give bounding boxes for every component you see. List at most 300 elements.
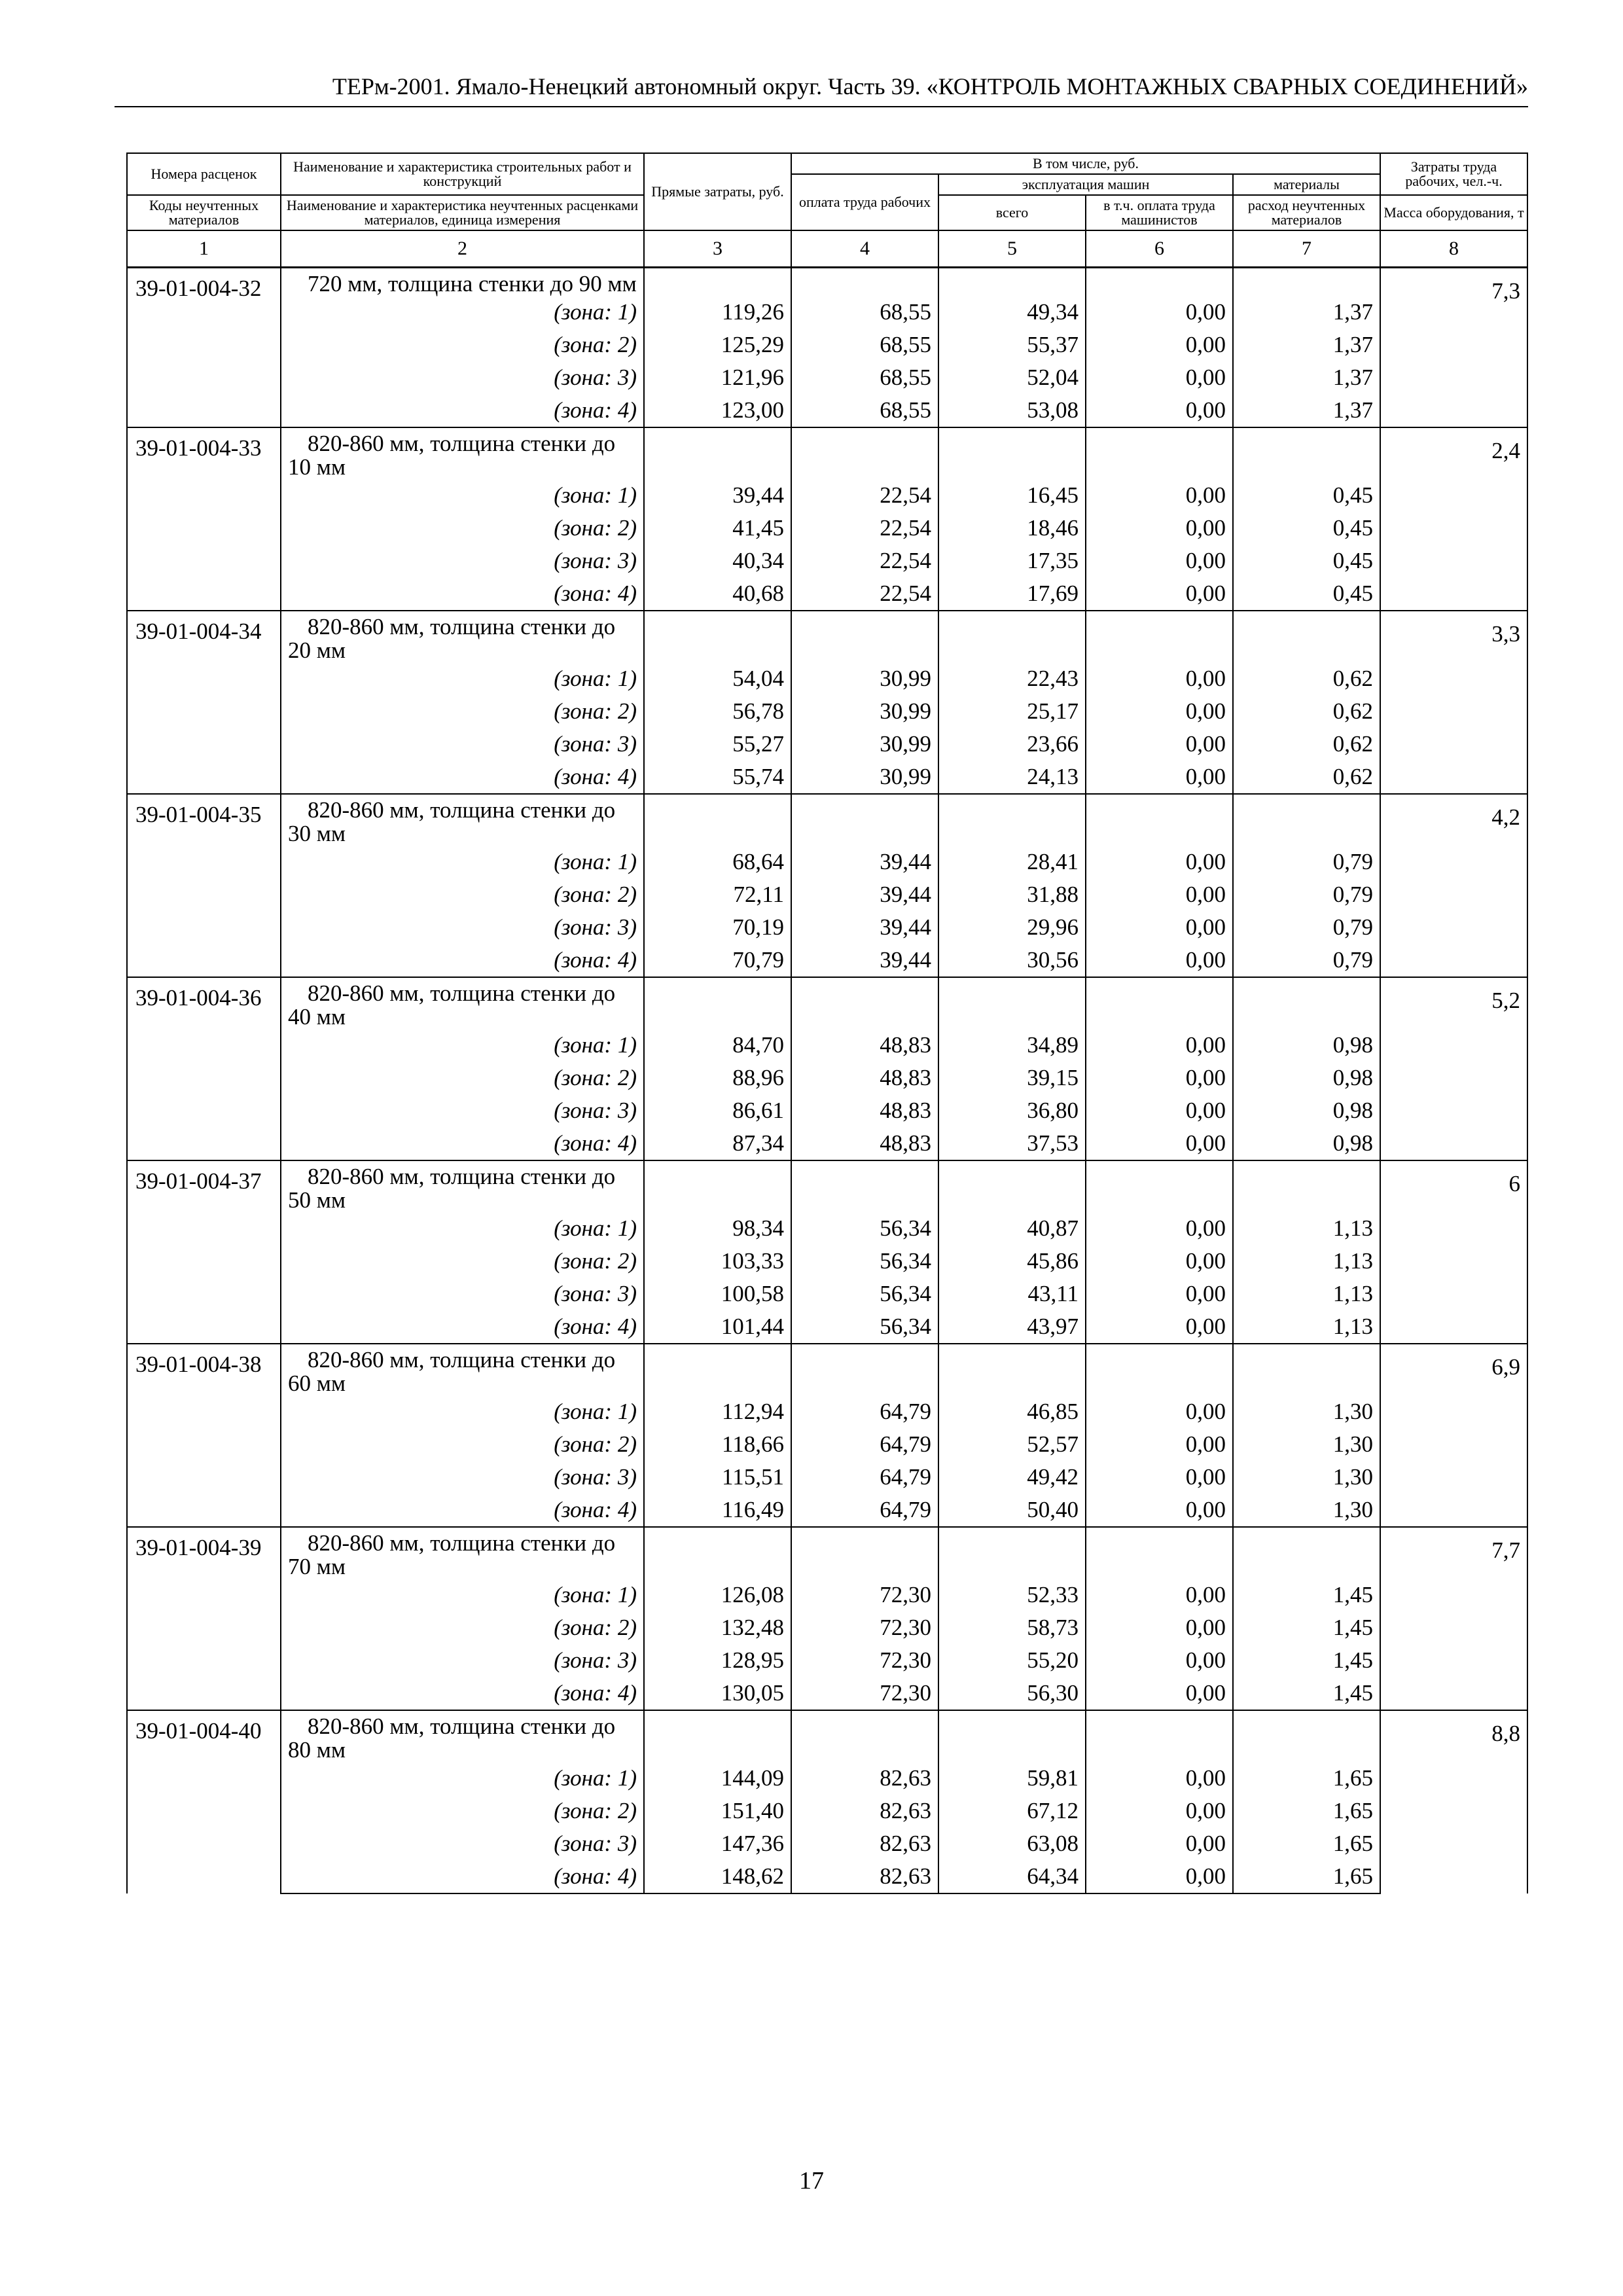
worker-wages: 56,34 [791, 1278, 938, 1310]
direct-cost: 41,45 [644, 512, 791, 545]
zone-row [127, 878, 1527, 911]
zone-label: (зона: 4) [281, 944, 644, 977]
machines-total: 43,11 [938, 1278, 1086, 1310]
machines-total: 17,35 [938, 545, 1086, 577]
operator-wages: 0,00 [1086, 1762, 1233, 1795]
worker-wages: 68,55 [791, 394, 938, 427]
table-header [127, 153, 1527, 268]
table-row [127, 1710, 1527, 1762]
empty-cell [1086, 1344, 1233, 1395]
machines-total: 58,73 [938, 1611, 1086, 1644]
empty-cell [644, 794, 791, 846]
direct-cost: 70,19 [644, 911, 791, 944]
worker-wages: 68,55 [791, 329, 938, 361]
material-usage: 0,45 [1233, 545, 1380, 577]
direct-cost: 103,33 [644, 1245, 791, 1278]
empty-cell [791, 1527, 938, 1579]
operator-wages: 0,00 [1086, 545, 1233, 577]
empty-cell [1233, 1344, 1380, 1395]
machines-total: 24,13 [938, 761, 1086, 794]
zone-row [127, 577, 1527, 611]
material-usage: 1,37 [1233, 394, 1380, 427]
col-materials-header: материалы [1233, 174, 1380, 195]
zone-row [127, 296, 1527, 329]
empty-cell [1086, 1527, 1233, 1579]
labor-cost: 3,3 [1380, 611, 1527, 794]
work-description-text: 820-860 мм, толщина стенки до 10 мм [288, 431, 616, 480]
zone-row [127, 512, 1527, 545]
direct-cost: 151,40 [644, 1795, 791, 1827]
zone-label: (зона: 4) [281, 394, 644, 427]
zone-row [127, 394, 1527, 427]
column-number: 3 [644, 230, 791, 268]
worker-wages: 56,34 [791, 1212, 938, 1245]
operator-wages: 0,00 [1086, 1278, 1233, 1310]
col-equipment-mass-header: Масса оборудования, т [1380, 195, 1527, 230]
column-number: 2 [281, 230, 644, 268]
empty-cell [644, 1344, 791, 1395]
zone-label: (зона: 4) [281, 761, 644, 794]
empty-cell [644, 1160, 791, 1212]
machines-total: 37,53 [938, 1127, 1086, 1160]
zone-row [127, 1494, 1527, 1527]
empty-cell [644, 268, 791, 296]
table-row [127, 611, 1527, 662]
work-description [281, 1710, 644, 1762]
operator-wages: 0,00 [1086, 1494, 1233, 1527]
machines-total: 46,85 [938, 1395, 1086, 1428]
material-usage: 1,13 [1233, 1212, 1380, 1245]
rate-code: 39-01-004-38 [127, 1344, 281, 1527]
machines-total: 23,66 [938, 728, 1086, 761]
material-usage: 1,30 [1233, 1494, 1380, 1527]
machines-total: 56,30 [938, 1677, 1086, 1710]
operator-wages: 0,00 [1086, 911, 1233, 944]
work-description-text: 820-860 мм, толщина стенки до 70 мм [288, 1530, 616, 1579]
empty-cell [644, 1710, 791, 1762]
worker-wages: 82,63 [791, 1860, 938, 1893]
col-name-header: Наименование и характеристика строительных работ и конструкций [281, 153, 644, 195]
machines-total: 55,37 [938, 329, 1086, 361]
zone-label: (зона: 3) [281, 1278, 644, 1310]
worker-wages: 72,30 [791, 1579, 938, 1611]
worker-wages: 68,55 [791, 296, 938, 329]
operator-wages: 0,00 [1086, 1062, 1233, 1094]
rate-code: 39-01-004-37 [127, 1160, 281, 1344]
empty-cell [1233, 794, 1380, 846]
direct-cost: 116,49 [644, 1494, 791, 1527]
table-row [127, 977, 1527, 1029]
col-direct-header: Прямые затраты, руб. [644, 153, 791, 230]
empty-cell [1233, 611, 1380, 662]
zone-label: (зона: 1) [281, 1579, 644, 1611]
machines-total: 28,41 [938, 846, 1086, 878]
direct-cost: 115,51 [644, 1461, 791, 1494]
rate-code: 39-01-004-35 [127, 794, 281, 977]
zone-label: (зона: 2) [281, 1795, 644, 1827]
operator-wages: 0,00 [1086, 1310, 1233, 1344]
empty-cell [1086, 1160, 1233, 1212]
material-usage: 1,30 [1233, 1461, 1380, 1494]
direct-cost: 72,11 [644, 878, 791, 911]
table-row [127, 1160, 1527, 1212]
work-description [281, 1160, 644, 1212]
empty-cell [938, 427, 1086, 479]
operator-wages: 0,00 [1086, 577, 1233, 611]
direct-cost: 70,79 [644, 944, 791, 977]
zone-row [127, 545, 1527, 577]
operator-wages: 0,00 [1086, 296, 1233, 329]
machines-total: 49,42 [938, 1461, 1086, 1494]
machines-total: 59,81 [938, 1762, 1086, 1795]
direct-cost: 118,66 [644, 1428, 791, 1461]
table-row [127, 268, 1527, 296]
machines-total: 25,17 [938, 695, 1086, 728]
zone-row [127, 1644, 1527, 1677]
empty-cell [1233, 977, 1380, 1029]
worker-wages: 48,83 [791, 1029, 938, 1062]
rate-code: 39-01-004-32 [127, 268, 281, 428]
operator-wages: 0,00 [1086, 329, 1233, 361]
material-usage: 1,65 [1233, 1762, 1380, 1795]
material-usage: 0,79 [1233, 878, 1380, 911]
work-description [281, 794, 644, 846]
work-description [281, 611, 644, 662]
zone-label: (зона: 3) [281, 1644, 644, 1677]
zone-label: (зона: 3) [281, 1827, 644, 1860]
work-description [281, 977, 644, 1029]
machines-total: 16,45 [938, 479, 1086, 512]
column-number: 8 [1380, 230, 1527, 268]
zone-label: (зона: 4) [281, 1310, 644, 1344]
material-usage: 0,98 [1233, 1062, 1380, 1094]
empty-cell [938, 1344, 1086, 1395]
worker-wages: 82,63 [791, 1762, 938, 1795]
machines-total: 34,89 [938, 1029, 1086, 1062]
zone-label: (зона: 4) [281, 1494, 644, 1527]
material-usage: 1,45 [1233, 1644, 1380, 1677]
work-description-text: 820-860 мм, толщина стенки до 60 мм [288, 1347, 616, 1396]
zone-row [127, 1827, 1527, 1860]
worker-wages: 82,63 [791, 1795, 938, 1827]
work-description [281, 268, 644, 296]
worker-wages: 68,55 [791, 361, 938, 394]
work-description-text: 820-860 мм, толщина стенки до 80 мм [288, 1713, 616, 1763]
empty-cell [938, 611, 1086, 662]
zone-label: (зона: 3) [281, 1461, 644, 1494]
work-description-text: 820-860 мм, толщина стенки до 30 мм [288, 797, 616, 846]
zone-label: (зона: 4) [281, 577, 644, 611]
worker-wages: 48,83 [791, 1127, 938, 1160]
work-description [281, 1344, 644, 1395]
zone-label: (зона: 3) [281, 1094, 644, 1127]
empty-cell [644, 977, 791, 1029]
operator-wages: 0,00 [1086, 846, 1233, 878]
column-number: 6 [1086, 230, 1233, 268]
material-usage: 1,13 [1233, 1245, 1380, 1278]
work-description-text: 720 мм, толщина стенки до 90 мм [308, 271, 637, 296]
worker-wages: 30,99 [791, 761, 938, 794]
empty-cell [791, 977, 938, 1029]
machines-total: 39,15 [938, 1062, 1086, 1094]
material-usage: 1,45 [1233, 1677, 1380, 1710]
empty-cell [791, 1710, 938, 1762]
material-usage: 0,98 [1233, 1127, 1380, 1160]
operator-wages: 0,00 [1086, 1795, 1233, 1827]
material-usage: 0,62 [1233, 695, 1380, 728]
col-material-names-header: Наименование и характеристика неучтенных расценками материалов, единица измерения [281, 195, 644, 230]
material-usage: 0,45 [1233, 512, 1380, 545]
rate-code: 39-01-004-36 [127, 977, 281, 1160]
zone-row [127, 1611, 1527, 1644]
machines-total: 63,08 [938, 1827, 1086, 1860]
machines-total: 45,86 [938, 1245, 1086, 1278]
operator-wages: 0,00 [1086, 512, 1233, 545]
zone-label: (зона: 2) [281, 1428, 644, 1461]
material-usage: 1,37 [1233, 329, 1380, 361]
direct-cost: 86,61 [644, 1094, 791, 1127]
zone-row [127, 761, 1527, 794]
labor-cost: 7,7 [1380, 1527, 1527, 1710]
direct-cost: 126,08 [644, 1579, 791, 1611]
col-machines-total-header: всего [938, 195, 1086, 230]
col-including-header: В том числе, руб. [791, 153, 1380, 174]
worker-wages: 72,30 [791, 1644, 938, 1677]
operator-wages: 0,00 [1086, 1127, 1233, 1160]
empty-cell [1086, 977, 1233, 1029]
direct-cost: 40,68 [644, 577, 791, 611]
operator-wages: 0,00 [1086, 728, 1233, 761]
zone-label: (зона: 3) [281, 361, 644, 394]
operator-wages: 0,00 [1086, 1827, 1233, 1860]
zone-row [127, 1127, 1527, 1160]
empty-cell [1086, 794, 1233, 846]
empty-cell [644, 611, 791, 662]
direct-cost: 39,44 [644, 479, 791, 512]
labor-cost: 5,2 [1380, 977, 1527, 1160]
zone-label: (зона: 1) [281, 479, 644, 512]
material-usage: 0,79 [1233, 911, 1380, 944]
operator-wages: 0,00 [1086, 479, 1233, 512]
material-usage: 0,62 [1233, 662, 1380, 695]
worker-wages: 39,44 [791, 911, 938, 944]
worker-wages: 30,99 [791, 728, 938, 761]
empty-cell [1233, 1710, 1380, 1762]
worker-wages: 22,54 [791, 512, 938, 545]
worker-wages: 82,63 [791, 1827, 938, 1860]
material-usage: 1,37 [1233, 296, 1380, 329]
zone-label: (зона: 3) [281, 545, 644, 577]
empty-cell [1086, 1710, 1233, 1762]
machines-total: 64,34 [938, 1860, 1086, 1893]
material-usage: 1,30 [1233, 1395, 1380, 1428]
table-row [127, 794, 1527, 846]
direct-cost: 119,26 [644, 296, 791, 329]
zone-label: (зона: 2) [281, 695, 644, 728]
direct-cost: 128,95 [644, 1644, 791, 1677]
col-material-usage-header: расход неучтенных материалов [1233, 195, 1380, 230]
price-table [126, 152, 1528, 1894]
zone-row [127, 1677, 1527, 1710]
worker-wages: 30,99 [791, 695, 938, 728]
direct-cost: 130,05 [644, 1677, 791, 1710]
empty-cell [938, 1527, 1086, 1579]
operator-wages: 0,00 [1086, 394, 1233, 427]
worker-wages: 64,79 [791, 1428, 938, 1461]
zone-row [127, 695, 1527, 728]
worker-wages: 56,34 [791, 1310, 938, 1344]
direct-cost: 121,96 [644, 361, 791, 394]
empty-cell [938, 268, 1086, 296]
column-number: 1 [127, 230, 281, 268]
material-usage: 1,65 [1233, 1827, 1380, 1860]
machines-total: 31,88 [938, 878, 1086, 911]
machines-total: 53,08 [938, 394, 1086, 427]
machines-total: 17,69 [938, 577, 1086, 611]
worker-wages: 48,83 [791, 1094, 938, 1127]
direct-cost: 148,62 [644, 1860, 791, 1893]
work-description-text: 820-860 мм, толщина стенки до 40 мм [288, 980, 616, 1030]
zone-row [127, 728, 1527, 761]
operator-wages: 0,00 [1086, 1644, 1233, 1677]
empty-cell [938, 977, 1086, 1029]
empty-cell [644, 427, 791, 479]
zone-label: (зона: 4) [281, 1677, 644, 1710]
operator-wages: 0,00 [1086, 662, 1233, 695]
zone-label: (зона: 1) [281, 1212, 644, 1245]
direct-cost: 56,78 [644, 695, 791, 728]
worker-wages: 39,44 [791, 846, 938, 878]
direct-cost: 55,74 [644, 761, 791, 794]
operator-wages: 0,00 [1086, 1677, 1233, 1710]
material-usage: 0,62 [1233, 728, 1380, 761]
labor-cost: 6,9 [1380, 1344, 1527, 1527]
worker-wages: 22,54 [791, 545, 938, 577]
table-row [127, 1344, 1527, 1395]
zone-label: (зона: 2) [281, 878, 644, 911]
work-description [281, 427, 644, 479]
worker-wages: 64,79 [791, 1461, 938, 1494]
rate-code: 39-01-004-34 [127, 611, 281, 794]
column-number: 4 [791, 230, 938, 268]
material-usage: 1,65 [1233, 1860, 1380, 1893]
worker-wages: 22,54 [791, 479, 938, 512]
zone-label: (зона: 1) [281, 846, 644, 878]
direct-cost: 101,44 [644, 1310, 791, 1344]
operator-wages: 0,00 [1086, 1428, 1233, 1461]
table-row [127, 1527, 1527, 1579]
worker-wages: 22,54 [791, 577, 938, 611]
machines-total: 52,57 [938, 1428, 1086, 1461]
labor-cost: 8,8 [1380, 1710, 1527, 1893]
zone-label: (зона: 1) [281, 1395, 644, 1428]
zone-row [127, 944, 1527, 977]
machines-total: 52,04 [938, 361, 1086, 394]
operator-wages: 0,00 [1086, 1395, 1233, 1428]
zone-label: (зона: 2) [281, 1062, 644, 1094]
zone-row [127, 1762, 1527, 1795]
zone-row [127, 1212, 1527, 1245]
direct-cost: 84,70 [644, 1029, 791, 1062]
empty-cell [938, 1160, 1086, 1212]
empty-cell [1233, 1160, 1380, 1212]
operator-wages: 0,00 [1086, 361, 1233, 394]
operator-wages: 0,00 [1086, 1579, 1233, 1611]
direct-cost: 40,34 [644, 545, 791, 577]
direct-cost: 144,09 [644, 1762, 791, 1795]
direct-cost: 125,29 [644, 329, 791, 361]
labor-cost: 7,3 [1380, 268, 1527, 428]
material-usage: 1,65 [1233, 1795, 1380, 1827]
labor-cost: 4,2 [1380, 794, 1527, 977]
direct-cost: 88,96 [644, 1062, 791, 1094]
empty-cell [1086, 427, 1233, 479]
zone-label: (зона: 1) [281, 662, 644, 695]
operator-wages: 0,00 [1086, 1611, 1233, 1644]
zone-label: (зона: 3) [281, 728, 644, 761]
material-usage: 1,13 [1233, 1310, 1380, 1344]
empty-cell [1233, 1527, 1380, 1579]
zone-label: (зона: 1) [281, 1029, 644, 1062]
worker-wages: 39,44 [791, 944, 938, 977]
operator-wages: 0,00 [1086, 761, 1233, 794]
direct-cost: 123,00 [644, 394, 791, 427]
direct-cost: 147,36 [644, 1827, 791, 1860]
zone-row [127, 1428, 1527, 1461]
direct-cost: 132,48 [644, 1611, 791, 1644]
operator-wages: 0,00 [1086, 695, 1233, 728]
operator-wages: 0,00 [1086, 1094, 1233, 1127]
empty-cell [644, 1527, 791, 1579]
operator-wages: 0,00 [1086, 944, 1233, 977]
direct-cost: 54,04 [644, 662, 791, 695]
material-usage: 0,79 [1233, 846, 1380, 878]
table-body [127, 268, 1527, 1894]
machines-total: 67,12 [938, 1795, 1086, 1827]
material-usage: 0,62 [1233, 761, 1380, 794]
operator-wages: 0,00 [1086, 878, 1233, 911]
operator-wages: 0,00 [1086, 1461, 1233, 1494]
empty-cell [791, 1160, 938, 1212]
empty-cell [938, 1710, 1086, 1762]
zone-label: (зона: 2) [281, 512, 644, 545]
column-number: 7 [1233, 230, 1380, 268]
zone-row [127, 1062, 1527, 1094]
worker-wages: 64,79 [791, 1494, 938, 1527]
material-usage: 0,45 [1233, 479, 1380, 512]
worker-wages: 30,99 [791, 662, 938, 695]
rate-code: 39-01-004-33 [127, 427, 281, 611]
worker-wages: 48,83 [791, 1062, 938, 1094]
zone-label: (зона: 2) [281, 329, 644, 361]
empty-cell [791, 1344, 938, 1395]
zone-row [127, 479, 1527, 512]
empty-cell [1233, 427, 1380, 479]
worker-wages: 56,34 [791, 1245, 938, 1278]
rate-code: 39-01-004-39 [127, 1527, 281, 1710]
zone-row [127, 911, 1527, 944]
material-usage: 0,98 [1233, 1094, 1380, 1127]
zone-row [127, 1395, 1527, 1428]
column-numbers-row [127, 230, 1527, 268]
col-machines-header: эксплуатация машин [938, 174, 1233, 195]
page-number: 17 [799, 2167, 824, 2195]
direct-cost: 55,27 [644, 728, 791, 761]
worker-wages: 72,30 [791, 1677, 938, 1710]
zone-label: (зона: 2) [281, 1245, 644, 1278]
col-operator-wages-header: в т.ч. оплата труда машинистов [1086, 195, 1233, 230]
operator-wages: 0,00 [1086, 1860, 1233, 1893]
